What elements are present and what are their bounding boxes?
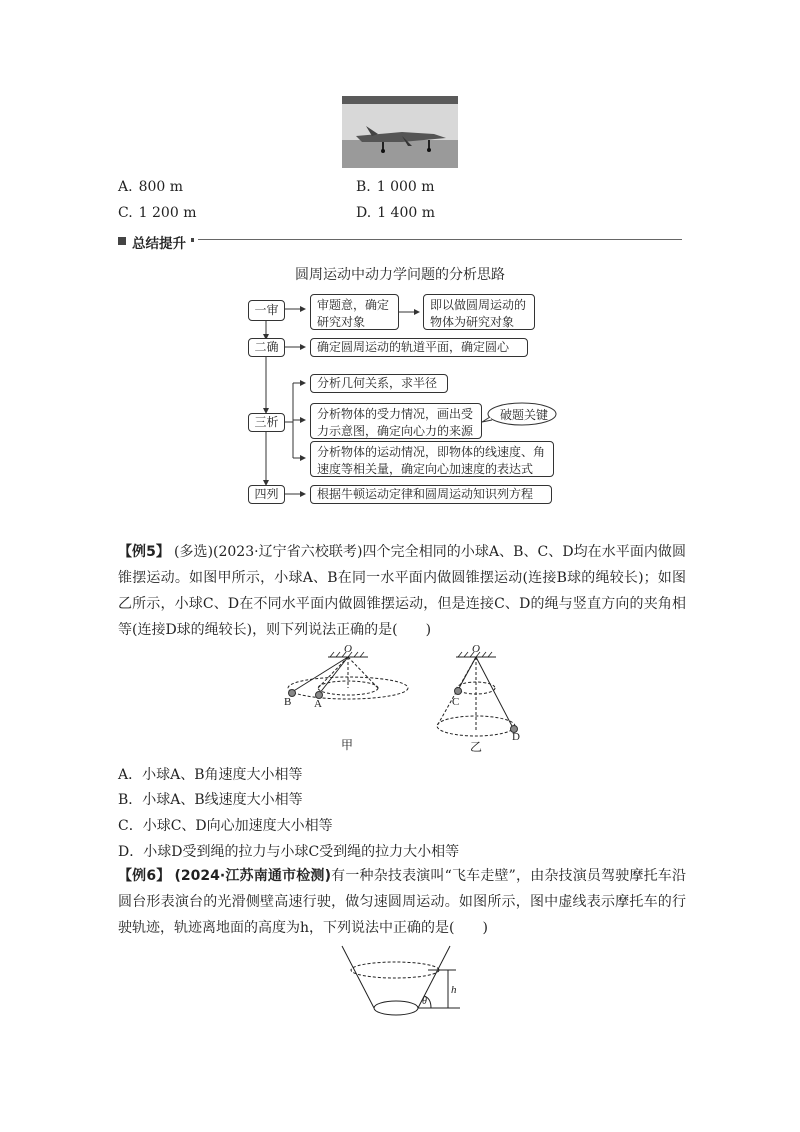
example6-stem [118, 863, 686, 941]
label-yi: 乙 [470, 740, 483, 754]
box-object-note: 即以做圆周运动的物体为研究对象 [423, 294, 535, 330]
box-equations: 根据牛顿运动定律和圆周运动知识列方程 [310, 485, 552, 504]
section-heading: 总结提升 [132, 236, 186, 252]
section-marker-icon [118, 237, 126, 245]
option-b: B. 1 000 m [356, 179, 435, 195]
label-h: h [451, 984, 457, 996]
label-b: B [284, 696, 292, 708]
box-orbit-plane: 确定圆周运动的轨道平面，确定圆心 [310, 338, 528, 357]
box-motion-analysis: 分析物体的运动情况，即物体的线速度、角速度等相关量，确定向心加速度的表达式 [310, 441, 554, 477]
section-divider [198, 239, 682, 240]
box-force-analysis: 分析物体的受力情况，画出受力示意图，确定向心力的来源 [310, 403, 482, 439]
option-c: C. 1 200 m [118, 205, 197, 221]
example6-tag: 【例6】 [118, 868, 171, 884]
aircraft-photo [342, 96, 458, 168]
example5-tag: 【例5】 [118, 544, 170, 560]
example6-source: (2024·江苏南通市检测) [174, 868, 331, 884]
label-o2: O [472, 643, 480, 655]
label-jia: 甲 [341, 738, 354, 752]
example6-text: 有一种杂技表演叫“飞车走壁”，由杂技演员驾驶摩托车沿圆台形表演台的光滑侧壁高速行驶，做匀速圆周运动。如图所示，图中虚线表示摩托车的行驶轨迹，轨迹离地面的高度为h，下列说法中正确的是( ) [118, 868, 686, 936]
section-divider-dot [191, 238, 194, 242]
step-review: 一审 [248, 300, 285, 321]
label-theta: θ [422, 996, 427, 1007]
label-o1: O [344, 643, 352, 655]
label-a: A [314, 698, 322, 710]
step-analyze: 三析 [248, 413, 285, 432]
option-a: A. 800 m [118, 179, 184, 195]
flow-title: 圆周运动中动力学问题的分析思路 [295, 267, 505, 283]
example5-source: (多选)(2023·辽宁省六校联考) [173, 544, 363, 560]
example5-choice-d: D．小球D受到绳的拉力与小球C受到绳的拉力大小相等 [118, 844, 460, 860]
label-d: D [512, 731, 520, 743]
option-d: D. 1 400 m [356, 205, 435, 221]
label-c: C [452, 696, 460, 708]
example5-stem [118, 539, 686, 643]
example5-text: 四个完全相同的小球A、B、C、D均在水平面内做圆锥摆运动。如图甲所示，小球A、B在同一水平面内做圆锥摆运动(连接B球的绳较长)；如图乙所示，小球C、D在不同水平面内做圆锥摆运动，但是连接C、D的绳与竖直方向的夹角相等(连接D球的绳较长)，则下列说法正确的是( ) [118, 544, 686, 638]
example5-choice-b: B．小球A、B线速度大小相等 [118, 792, 303, 808]
step-determine: 二确 [248, 338, 285, 357]
box-identify-object: 审题意，确定研究对象 [310, 294, 399, 330]
example5-choice-c: C．小球C、D向心加速度大小相等 [118, 818, 333, 834]
step-list: 四列 [248, 485, 285, 504]
box-geometry: 分析几何关系，求半径 [310, 374, 448, 393]
example5-choice-a: A．小球A、B角速度大小相等 [118, 767, 303, 783]
figure-truncated-cone [335, 940, 465, 1025]
key-bubble-text: 破题关键 [499, 408, 548, 422]
